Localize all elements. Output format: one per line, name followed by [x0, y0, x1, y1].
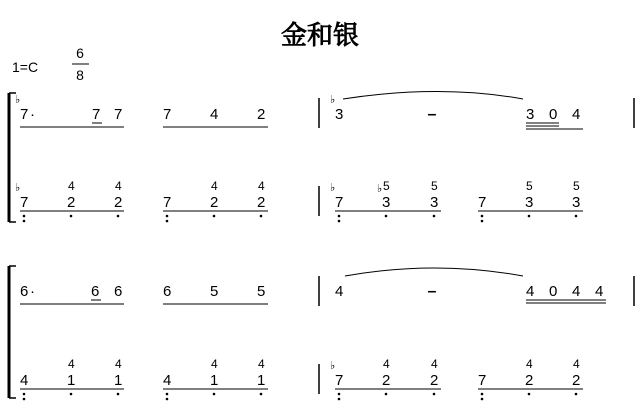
bass-note: 1: [257, 372, 266, 389]
melody-note: 0: [549, 283, 558, 300]
bass-note: 2: [525, 372, 534, 389]
octave-dot: [481, 215, 484, 218]
octave-dot: [385, 393, 388, 396]
bass-note: 7: [163, 194, 172, 211]
melody-note: 4: [595, 283, 604, 300]
bass-note: 7: [478, 194, 487, 211]
bass-note: 2: [257, 194, 266, 211]
augmentation-dot: ·: [30, 106, 35, 123]
tie-arc: [345, 268, 523, 276]
bass-note: 4: [20, 372, 29, 389]
chord-upper-note: 4: [431, 357, 438, 371]
melody-note: 4: [210, 106, 219, 123]
sustain-dash: –: [427, 106, 437, 123]
flat-sign: ♭: [330, 181, 336, 194]
chord-upper-note: 4: [258, 179, 265, 193]
chord-upper-note: 5: [431, 179, 438, 193]
octave-dot: [481, 398, 484, 401]
octave-dot: [166, 393, 169, 396]
tie-arc: [343, 92, 523, 100]
flat-sign: ♭: [15, 181, 21, 194]
melody-note: 7: [114, 106, 123, 123]
time-signature-top: 6: [76, 45, 84, 61]
octave-dot: [481, 393, 484, 396]
melody-note: 4: [572, 283, 581, 300]
octave-dot: [23, 398, 26, 401]
bass-note: 7: [20, 194, 29, 211]
bass-note: 2: [382, 372, 391, 389]
flat-sign: ♭: [330, 93, 336, 106]
melody-note: 3: [335, 106, 344, 123]
melody-note: 0: [549, 106, 558, 123]
octave-dot: [166, 398, 169, 401]
melody-note: 6: [114, 283, 123, 300]
chord-upper-note: 5: [573, 179, 580, 193]
octave-dot: [338, 215, 341, 218]
chord-upper-note: 4: [211, 357, 218, 371]
chord-upper-note: 4: [68, 179, 75, 193]
chord-upper-note: 4: [211, 179, 218, 193]
chord-upper-note: 4: [383, 357, 390, 371]
bass-note: 3: [382, 194, 391, 211]
time-signature-bottom: 8: [76, 67, 84, 83]
bass-note: 1: [114, 372, 123, 389]
chord-upper-note: 5: [383, 179, 390, 193]
sustain-dash: –: [427, 283, 437, 300]
chord-upper-note: 4: [68, 357, 75, 371]
bass-note: 7: [335, 194, 344, 211]
augmentation-dot: ·: [30, 283, 35, 300]
system-2: [9, 266, 634, 400]
octave-dot: [23, 215, 26, 218]
octave-dot: [575, 215, 578, 218]
bass-note: 7: [478, 372, 487, 389]
bass-note: 2: [572, 372, 581, 389]
chord-upper-note: 4: [258, 357, 265, 371]
key-signature: 1=C: [12, 59, 39, 75]
chord-upper-note: 4: [573, 357, 580, 371]
melody-note: 7: [163, 106, 172, 123]
chord-upper-note: 5: [526, 179, 533, 193]
flat-sign: ♭: [377, 182, 383, 195]
bass-note: 3: [572, 194, 581, 211]
octave-dot: [70, 215, 73, 218]
octave-dot: [260, 393, 263, 396]
octave-dot: [117, 393, 120, 396]
song-title: 金和银: [280, 20, 360, 50]
bass-note: 1: [67, 372, 76, 389]
melody-note: 6: [163, 283, 172, 300]
octave-dot: [575, 393, 578, 396]
octave-dot: [70, 393, 73, 396]
bass-note: 2: [430, 372, 439, 389]
octave-dot: [433, 393, 436, 396]
octave-dot: [213, 215, 216, 218]
octave-dot: [338, 393, 341, 396]
melody-note: 2: [257, 106, 266, 123]
octave-dot: [166, 215, 169, 218]
bass-note: 7: [335, 372, 344, 389]
octave-dot: [260, 215, 263, 218]
melody-note: 5: [257, 283, 266, 300]
octave-dot: [528, 393, 531, 396]
melody-note: 5: [210, 283, 219, 300]
octave-dot: [338, 220, 341, 223]
chord-upper-note: 4: [115, 357, 122, 371]
octave-dot: [23, 220, 26, 223]
bass-note: 3: [525, 194, 534, 211]
melody-note: 6: [91, 283, 100, 300]
melody-note: 4: [526, 283, 535, 300]
system-1: [9, 92, 634, 223]
octave-dot: [528, 215, 531, 218]
melody-note: 7: [20, 106, 29, 123]
octave-dot: [213, 393, 216, 396]
chord-upper-note: 4: [115, 179, 122, 193]
melody-note: 3: [526, 106, 535, 123]
bass-note: 2: [210, 194, 219, 211]
octave-dot: [338, 398, 341, 401]
bass-note: 4: [163, 372, 172, 389]
octave-dot: [433, 215, 436, 218]
octave-dot: [481, 220, 484, 223]
melody-note: 4: [572, 106, 581, 123]
melody-note: 7: [92, 106, 101, 123]
melody-note: 6: [20, 283, 29, 300]
bass-note: 1: [210, 372, 219, 389]
melody-note: 4: [335, 283, 344, 300]
bass-note: 3: [430, 194, 439, 211]
octave-dot: [117, 215, 120, 218]
bass-note: 2: [67, 194, 76, 211]
flat-sign: ♭: [15, 93, 21, 106]
bass-note: 2: [114, 194, 123, 211]
octave-dot: [166, 220, 169, 223]
chord-upper-note: 4: [526, 357, 533, 371]
octave-dot: [385, 215, 388, 218]
octave-dot: [23, 393, 26, 396]
flat-sign: ♭: [330, 359, 336, 372]
